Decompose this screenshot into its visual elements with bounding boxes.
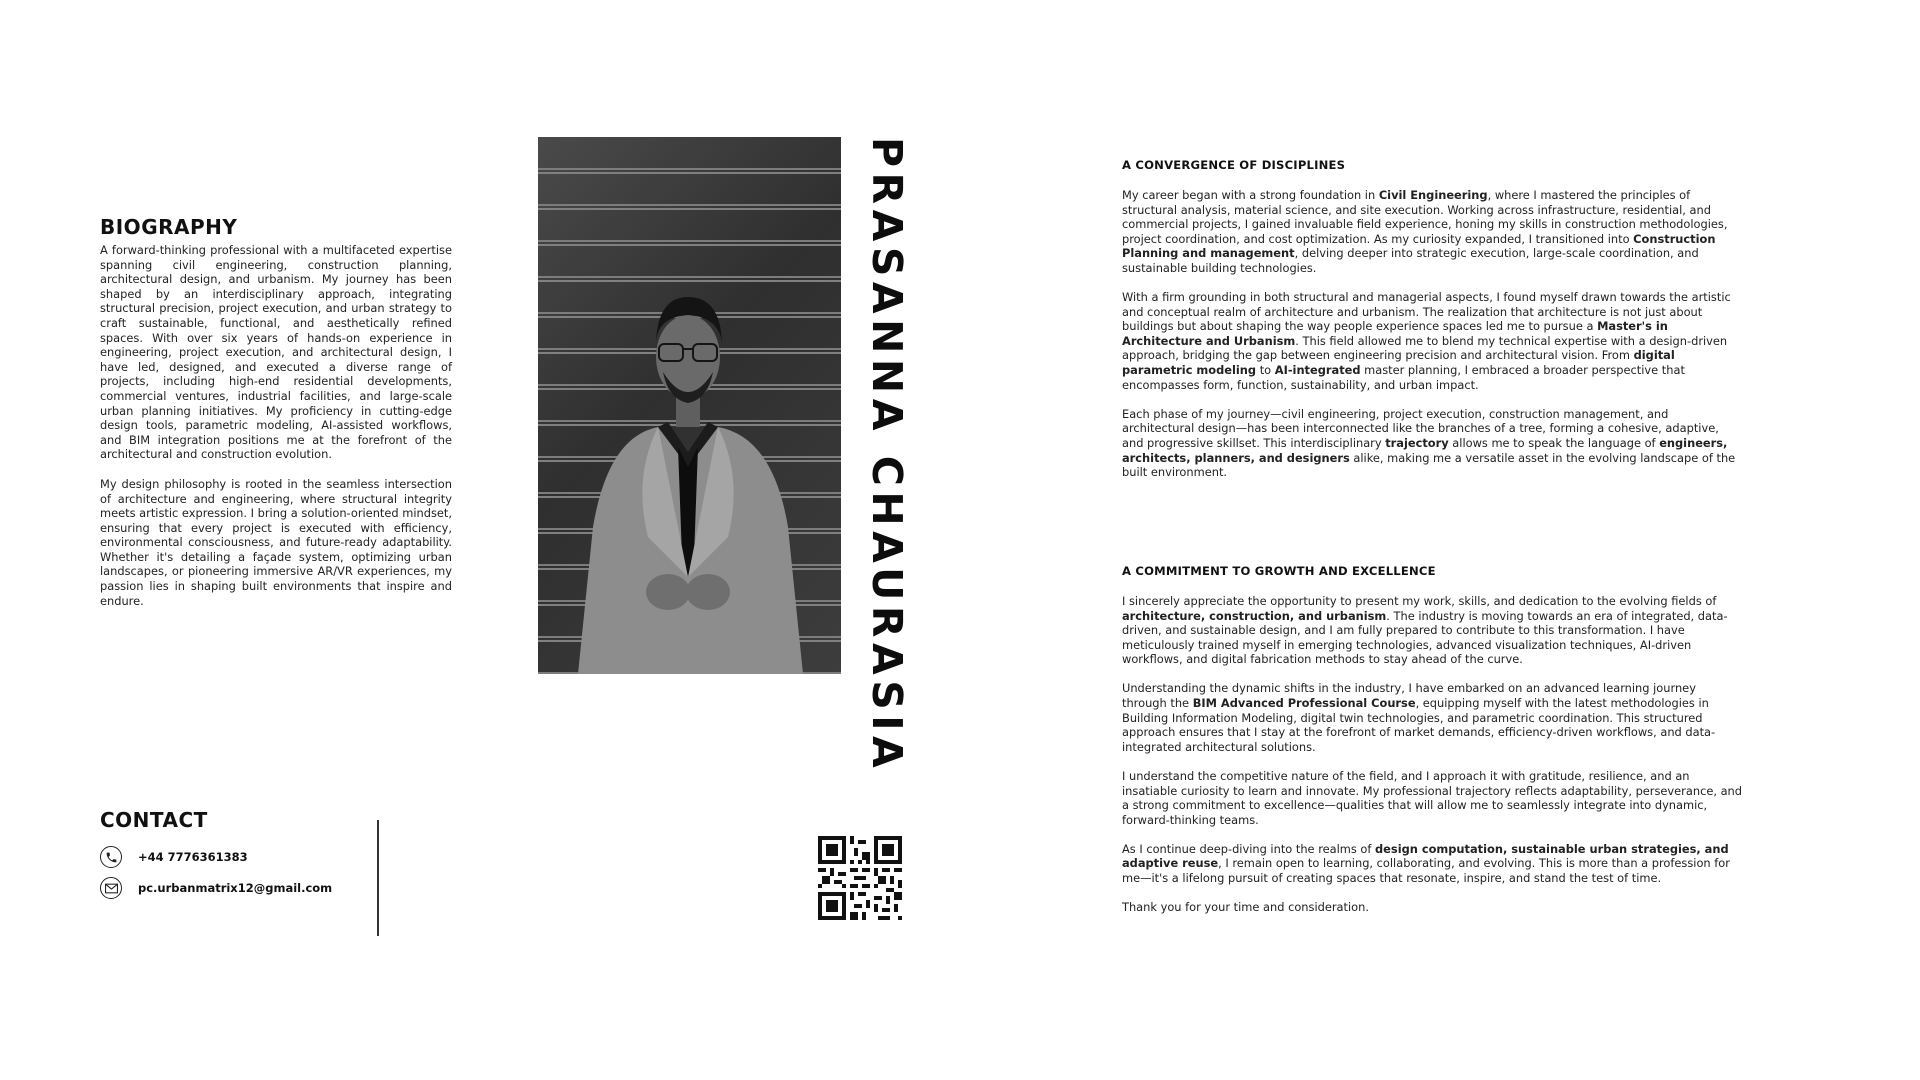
closing-line: Thank you for your time and consideration. bbox=[1122, 900, 1369, 915]
commitment-paragraph-2: Understanding the dynamic shifts in the industry, I have embarked on an advanced learning journey through the BIM Advanced Professional Course, equipping myself with the latest methodologies in Building Information Modeling, digital twin technologies, and parametric coordination. This structured approach ensures that I stay at the forefront of market demands, efficiency-driven workflows, and data-integrated architectural solutions. bbox=[1122, 681, 1716, 754]
biography-section bbox=[100, 215, 452, 623]
biography-paragraph-1: A forward-thinking professional with a multifaceted expertise spanning civil engineering, construction planning, architectural design, and urbanism. My journey has been shaped by an interdisciplinary approach, integrating structural precision, project execution, and urban strategy to craft sustainable, functional, and aesthetically refined spaces. With over six years of hands-on experience in engineering, project execution, and architectural design, I have led, designed, and executed a diverse range of projects, including high-end residential developments, commercial ventures, industrial facilities, and large-scale urban planning initiatives. My proficiency in cutting-edge design tools, parametric modeling, AI-assisted workflows, and BIM integration positions me at the forefront of the architectural and construction evolution. bbox=[100, 243, 452, 462]
contact-section bbox=[100, 808, 400, 899]
contact-email[interactable]: pc.urbanmatrix12@gmail.com bbox=[138, 881, 333, 895]
convergence-title: A CONVERGENCE OF DISCIPLINES bbox=[1122, 158, 1346, 172]
convergence-section bbox=[1122, 158, 1742, 494]
portrait-photo bbox=[538, 137, 841, 674]
qr-code[interactable] bbox=[818, 836, 902, 920]
biography-title: BIOGRAPHY bbox=[100, 215, 238, 239]
name-vertical-title: PRASANNA CHAURASIA bbox=[863, 137, 911, 774]
contact-divider bbox=[377, 820, 379, 936]
convergence-paragraph-3: Each phase of my journey—civil engineering, project execution, construction management, and architectural design—has been interconnected like the branches of a tree, forming a cohesive, adaptive, and progressive skillset. This interdisciplinary trajectory allows me to speak the language of engineers, architects, planners, and designers alike, making me a versatile asset in the evolving landscape of the built environment. bbox=[1122, 406, 1736, 480]
commitment-paragraph-1: I sincerely appreciate the opportunity to present my work, skills, and dedication to the evolving fields of architecture, construction, and urbanism. The industry is moving towards an era of integrated, data-driven, and sustainable design, and I am fully prepared to contribute to this transformation. I have meticulously trained myself in emerging technologies, advanced visualization techniques, AI-driven workflows, and digital fabrication methods to stay ahead of the curve. bbox=[1122, 594, 1728, 667]
contact-phone[interactable]: +44 7776361383 bbox=[138, 850, 248, 864]
biography-text bbox=[100, 243, 452, 608]
contact-title: CONTACT bbox=[100, 808, 208, 832]
contact-phone-row bbox=[100, 846, 400, 868]
contact-email-row bbox=[100, 877, 400, 899]
commitment-paragraph-4: As I continue deep-diving into the realms of design computation, sustainable urban strategies, and adaptive reuse, I remain open to learning, collaborating, and evolving. This is more than a profession for me—it's a lifelong pursuit of creating spaces that resonate, inspire, and stand the test of time. bbox=[1122, 841, 1730, 885]
convergence-paragraph-2: With a firm grounding in both structural and managerial aspects, I found myself drawn towards the artistic and conceptual realm of architecture and urbanism. The realization that architecture is not just about buildings but about shaping the way people experience spaces led me to pursue a Master's in Architecture and Urbanism. This field allowed me to blend my technical expertise with a design-driven approach, bridging the gap between engineering precision and architectural vision. From digital parametric modeling to AI-integrated master planning, I embraced a broader perspective that encompasses form, function, sustainability, and urban impact. bbox=[1122, 290, 1731, 392]
biography-paragraph-2: My design philosophy is rooted in the seamless intersection of architecture and engineering, where structural integrity meets artistic expression. I bring a solution-oriented mindset, ensuring that every project is executed with efficiency, environmental consciousness, and future-ready adaptability. Whether it's detailing a façade system, optimizing urban landscapes, or pioneering immersive AR/VR experiences, my passion lies in shaping built environments that inspire and endure. bbox=[100, 476, 452, 608]
commitment-section bbox=[1122, 564, 1742, 929]
commitment-title: A COMMITMENT TO GROWTH AND EXCELLENCE bbox=[1122, 564, 1436, 578]
portrait-illustration bbox=[538, 137, 841, 674]
mail-icon bbox=[100, 877, 122, 899]
convergence-paragraph-1: My career began with a strong foundation in Civil Engineering, where I mastered the principles of structural analysis, material science, and site execution. Working across infrastructure, residential, and commercial projects, I gained invaluable field experience, honing my skills in construction methodologies, project coordination, and cost optimization. As my curiosity expanded, I transitioned into Construction Planning and management, delving deeper into strategic execution, large-scale coordination, and sustainable building technologies. bbox=[1122, 188, 1728, 275]
commitment-paragraph-3: I understand the competitive nature of the field, and I approach it with gratitude, resilience, and an insatiable curiosity to learn and innovate. My professional trajectory reflects adaptability, perseverance, and a strong commitment to excellence—qualities that will allow me to seamlessly integrate into dynamic, forward-thinking teams. bbox=[1122, 768, 1743, 827]
phone-icon bbox=[100, 846, 122, 868]
